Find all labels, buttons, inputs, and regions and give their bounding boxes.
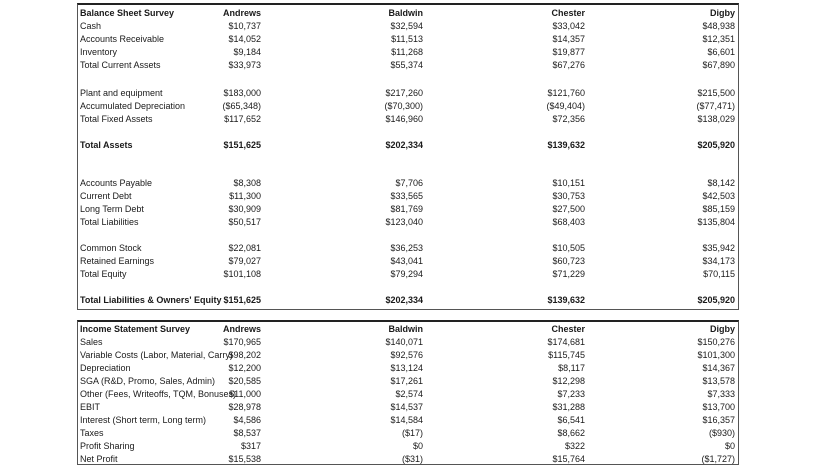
column-chester: Chester xyxy=(551,324,585,334)
row-label: Variable Costs (Labor, Material, Carry) xyxy=(80,350,233,360)
row-label: Total Current Assets xyxy=(80,60,161,70)
value-andrews: $11,000 xyxy=(229,389,261,399)
value-digby: $101,300 xyxy=(697,350,735,360)
value-digby: $12,351 xyxy=(702,34,735,44)
table-row xyxy=(78,401,738,414)
value-digby: $205,920 xyxy=(697,140,735,150)
table-row xyxy=(78,190,738,203)
balance-sheet-title: Balance Sheet Survey xyxy=(80,8,175,18)
value-digby: $6,601 xyxy=(707,47,735,57)
row-label: Accumulated Depreciation xyxy=(80,101,186,111)
column-baldwin: Baldwin xyxy=(388,8,423,18)
value-baldwin: $11,513 xyxy=(391,34,423,44)
value-baldwin: $140,071 xyxy=(385,337,423,347)
table-row xyxy=(78,427,738,440)
value-baldwin: $92,576 xyxy=(390,350,423,360)
value-digby: $205,920 xyxy=(697,295,735,305)
row-label: Common Stock xyxy=(80,243,142,253)
row-label: SGA (R&D, Promo, Sales, Admin) xyxy=(80,376,216,386)
row-label: Total Liabilities & Owners' Equity xyxy=(80,295,222,305)
table-row xyxy=(78,255,738,268)
value-digby: $48,938 xyxy=(702,21,735,31)
value-andrews: $8,308 xyxy=(233,178,261,188)
value-chester: $14,357 xyxy=(552,34,585,44)
value-andrews: $101,108 xyxy=(223,269,261,279)
table-row xyxy=(78,139,738,152)
value-baldwin: ($31) xyxy=(401,454,423,464)
value-baldwin: $17,261 xyxy=(390,376,423,386)
value-andrews: $28,978 xyxy=(228,402,261,412)
table-row xyxy=(78,203,738,216)
value-chester: $139,632 xyxy=(547,140,585,150)
column-digby: Digby xyxy=(709,324,735,334)
value-baldwin: $55,374 xyxy=(390,60,423,70)
row-label: Other (Fees, Writeoffs, TQM, Bonuses) xyxy=(80,389,237,399)
value-baldwin: ($70,300) xyxy=(384,101,423,111)
row-label: Cash xyxy=(80,21,102,31)
value-chester: $31,288 xyxy=(552,402,585,412)
value-digby: $8,142 xyxy=(707,178,735,188)
value-andrews: $117,652 xyxy=(224,114,261,124)
balance-sheet-table xyxy=(77,3,739,310)
value-baldwin: $202,334 xyxy=(385,140,423,150)
value-digby: $0 xyxy=(724,441,735,451)
table-row xyxy=(78,294,738,307)
row-label: Total Assets xyxy=(80,140,133,150)
column-baldwin: Baldwin xyxy=(388,324,423,334)
row-label: EBIT xyxy=(80,402,101,412)
column-digby: Digby xyxy=(709,8,735,18)
value-digby: $35,942 xyxy=(702,243,735,253)
table-row xyxy=(78,362,738,375)
row-label: Retained Earnings xyxy=(80,256,155,266)
value-baldwin: $81,769 xyxy=(390,204,423,214)
value-chester: $174,681 xyxy=(547,337,585,347)
column-chester: Chester xyxy=(551,8,585,18)
value-andrews: $30,909 xyxy=(228,204,261,214)
value-digby: $42,503 xyxy=(702,191,735,201)
value-chester: $6,541 xyxy=(557,415,585,425)
value-digby: $138,029 xyxy=(697,114,735,124)
value-chester: $121,760 xyxy=(547,88,585,98)
value-chester: $19,877 xyxy=(552,47,585,57)
value-andrews: $11,300 xyxy=(229,191,261,201)
table-row xyxy=(78,414,738,427)
table-row xyxy=(78,33,738,46)
value-digby: $14,367 xyxy=(702,363,735,373)
value-andrews: $8,537 xyxy=(233,428,261,438)
value-baldwin: $36,253 xyxy=(390,243,423,253)
value-chester: $72,356 xyxy=(552,114,585,124)
balance-sheet-header xyxy=(78,7,738,20)
value-digby: $16,357 xyxy=(702,415,735,425)
table-row xyxy=(78,177,738,190)
value-andrews: $151,625 xyxy=(223,295,261,305)
value-chester: $27,500 xyxy=(552,204,585,214)
table-row xyxy=(78,46,738,59)
value-andrews: $183,000 xyxy=(223,88,261,98)
value-baldwin: $0 xyxy=(412,441,423,451)
value-baldwin: $33,565 xyxy=(390,191,423,201)
value-baldwin: $32,594 xyxy=(390,21,423,31)
table-row xyxy=(78,100,738,113)
value-andrews: $50,517 xyxy=(228,217,261,227)
row-label: Profit Sharing xyxy=(80,441,135,451)
value-chester: $67,276 xyxy=(552,60,585,70)
row-label: Accounts Payable xyxy=(80,178,153,188)
value-andrews: $170,965 xyxy=(223,337,261,347)
value-digby: $70,115 xyxy=(703,269,735,279)
value-andrews: ($65,348) xyxy=(222,101,261,111)
value-digby: $13,578 xyxy=(702,376,735,386)
value-chester: $10,151 xyxy=(552,178,585,188)
value-andrews: $22,081 xyxy=(228,243,261,253)
value-baldwin: $14,537 xyxy=(390,402,423,412)
value-baldwin: $146,960 xyxy=(385,114,423,124)
row-label: Total Equity xyxy=(80,269,127,279)
value-chester: $7,233 xyxy=(557,389,585,399)
income-statement-header xyxy=(78,323,738,336)
row-label: Long Term Debt xyxy=(80,204,144,214)
value-chester: $15,764 xyxy=(552,454,585,464)
value-chester: $115,745 xyxy=(548,350,585,360)
value-chester: $71,229 xyxy=(552,269,585,279)
value-chester: $33,042 xyxy=(552,21,585,31)
table-row xyxy=(78,242,738,255)
value-chester: ($49,404) xyxy=(546,101,585,111)
value-andrews: $98,202 xyxy=(228,350,261,360)
table-row xyxy=(78,336,738,349)
value-baldwin: ($17) xyxy=(401,428,423,438)
income-statement-table xyxy=(77,320,739,465)
value-andrews: $15,538 xyxy=(228,454,261,464)
value-digby: $34,173 xyxy=(702,256,735,266)
table-row xyxy=(78,349,738,362)
row-label: Taxes xyxy=(80,428,104,438)
table-row xyxy=(78,20,738,33)
value-andrews: $151,625 xyxy=(223,140,261,150)
row-label: Plant and equipment xyxy=(80,88,163,98)
table-row xyxy=(78,440,738,453)
row-label: Inventory xyxy=(80,47,118,57)
value-baldwin: $123,040 xyxy=(385,217,423,227)
table-row xyxy=(78,388,738,401)
row-label: Net Profit xyxy=(80,454,118,464)
row-label: Total Fixed Assets xyxy=(80,114,153,124)
value-baldwin: $79,294 xyxy=(390,269,423,279)
table-row xyxy=(78,59,738,72)
column-andrews: Andrews xyxy=(222,8,261,18)
value-baldwin: $217,260 xyxy=(385,88,423,98)
value-digby: ($1,727) xyxy=(701,454,735,464)
value-chester: $322 xyxy=(564,441,585,451)
value-baldwin: $13,124 xyxy=(390,363,423,373)
value-digby: ($930) xyxy=(708,428,735,438)
table-row xyxy=(78,453,738,466)
value-digby: $13,700 xyxy=(702,402,735,412)
value-digby: ($77,471) xyxy=(696,101,735,111)
value-digby: $150,276 xyxy=(697,337,735,347)
value-baldwin: $43,041 xyxy=(390,256,423,266)
value-baldwin: $2,574 xyxy=(395,389,423,399)
value-digby: $7,333 xyxy=(707,389,735,399)
column-andrews: Andrews xyxy=(222,324,261,334)
table-row xyxy=(78,87,738,100)
row-label: Interest (Short term, Long term) xyxy=(80,415,207,425)
value-baldwin: $202,334 xyxy=(385,295,423,305)
value-andrews: $10,737 xyxy=(228,21,261,31)
value-andrews: $9,184 xyxy=(233,47,261,57)
value-digby: $215,500 xyxy=(697,88,735,98)
row-label: Depreciation xyxy=(80,363,131,373)
value-chester: $139,632 xyxy=(547,295,585,305)
value-chester: $8,117 xyxy=(558,363,585,373)
row-label: Current Debt xyxy=(80,191,132,201)
row-label: Sales xyxy=(80,337,103,347)
value-chester: $12,298 xyxy=(552,376,585,386)
value-baldwin: $11,268 xyxy=(391,47,423,57)
income-statement-title: Income Statement Survey xyxy=(80,324,191,334)
value-baldwin: $7,706 xyxy=(395,178,423,188)
value-andrews: $14,052 xyxy=(228,34,261,44)
value-andrews: $33,973 xyxy=(228,60,261,70)
value-andrews: $79,027 xyxy=(228,256,261,266)
value-digby: $135,804 xyxy=(697,217,735,227)
row-label: Accounts Receivable xyxy=(80,34,165,44)
value-andrews: $317 xyxy=(240,441,261,451)
row-label: Total Liabilities xyxy=(80,217,139,227)
value-digby: $67,890 xyxy=(702,60,735,70)
value-chester: $10,505 xyxy=(552,243,585,253)
value-chester: $8,662 xyxy=(557,428,585,438)
table-row xyxy=(78,375,738,388)
table-row xyxy=(78,113,738,126)
table-row xyxy=(78,216,738,229)
value-andrews: $20,585 xyxy=(228,376,261,386)
value-chester: $60,723 xyxy=(552,256,585,266)
value-andrews: $12,200 xyxy=(228,363,261,373)
value-andrews: $4,586 xyxy=(233,415,261,425)
value-baldwin: $14,584 xyxy=(390,415,423,425)
value-chester: $68,403 xyxy=(552,217,585,227)
table-row xyxy=(78,268,738,281)
value-digby: $85,159 xyxy=(702,204,735,214)
value-chester: $30,753 xyxy=(552,191,585,201)
